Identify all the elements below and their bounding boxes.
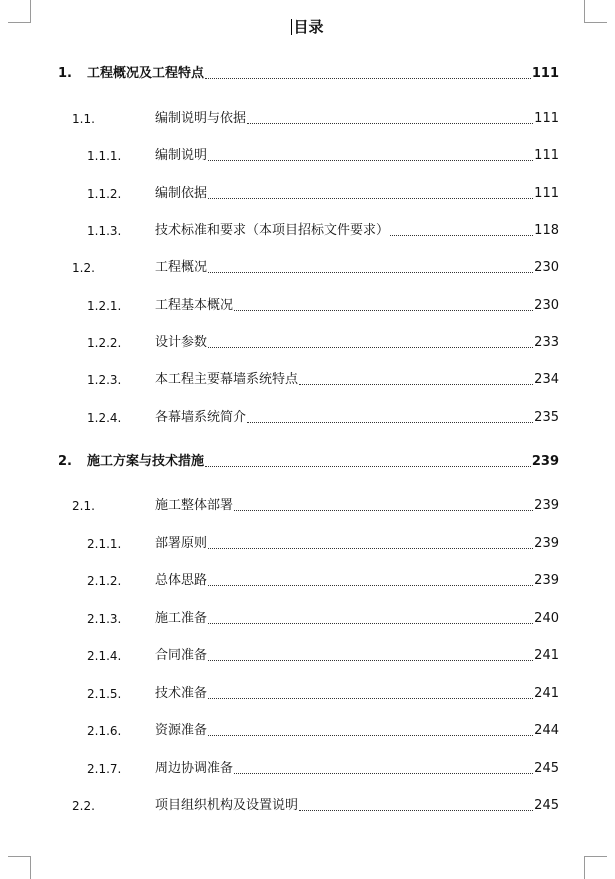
- toc-entry-line: [155, 109, 559, 129]
- toc-entry-line: [155, 370, 559, 390]
- toc-entry-number: 1.2.1.: [87, 299, 122, 313]
- toc-entry-page: 235: [534, 410, 559, 425]
- toc-entry-title: 技术标准和要求（本项目招标文件要求）: [155, 221, 389, 241]
- toc-dot-leader: [247, 422, 533, 423]
- toc-dot-leader: [205, 466, 531, 467]
- toc-entry-number: 1.1.3.: [87, 224, 122, 238]
- toc-title-text: 目录: [293, 18, 324, 36]
- toc-entry[interactable]: [0, 684, 615, 704]
- toc-entry-number: 1.: [58, 66, 72, 81]
- toc-dot-leader: [234, 310, 533, 311]
- toc-entry-line: [155, 759, 559, 779]
- toc-entry[interactable]: [0, 64, 615, 84]
- toc-entry-title: 设计参数: [155, 333, 207, 353]
- toc-entry[interactable]: [0, 370, 615, 390]
- toc-entry-line: [155, 571, 559, 591]
- toc-entry-page: 230: [534, 260, 559, 275]
- page-corner-mark: [584, 856, 607, 879]
- toc-dot-leader: [208, 347, 533, 348]
- toc-entry[interactable]: [0, 496, 615, 516]
- toc-entry-title: 资源准备: [155, 721, 207, 741]
- toc-entry-title: 编制说明: [155, 146, 207, 166]
- toc-dot-leader: [208, 623, 533, 624]
- toc-entry-page: 245: [534, 761, 559, 776]
- toc-dot-leader: [208, 198, 533, 199]
- toc-entry-line: [155, 184, 559, 204]
- toc-entry-title: 合同准备: [155, 646, 207, 666]
- toc-entry-number: 2.1.4.: [87, 649, 122, 663]
- toc-dot-leader: [208, 585, 533, 586]
- toc-entry-line: [155, 534, 559, 554]
- toc-entry-number: 2.1.: [72, 499, 95, 513]
- toc-entry-line: [155, 296, 559, 316]
- toc-entry[interactable]: [0, 184, 615, 204]
- toc-entry[interactable]: [0, 534, 615, 554]
- toc-entry-page: 233: [534, 335, 559, 350]
- toc-entry-title: 施工方案与技术措施: [87, 452, 204, 472]
- toc-entry-number: 2.1.5.: [87, 687, 122, 701]
- toc-entry-page: 111: [534, 186, 559, 201]
- toc-entry-number: 1.2.2.: [87, 336, 122, 350]
- page-corner-mark: [8, 856, 31, 879]
- toc-entry-page: 111: [531, 66, 559, 81]
- toc-entry-line: [155, 684, 559, 704]
- toc-entry-page: 111: [534, 148, 559, 163]
- toc-dot-leader: [208, 660, 533, 661]
- toc-dot-leader: [234, 510, 533, 511]
- toc-entry-title: 本工程主要幕墙系统特点: [155, 370, 298, 390]
- toc-entry-page: 239: [534, 573, 559, 588]
- toc-title[interactable]: [0, 16, 615, 37]
- toc-entry-line: [155, 221, 559, 241]
- toc-entry[interactable]: [0, 408, 615, 428]
- toc-entry-title: 周边协调准备: [155, 759, 233, 779]
- toc-entry-page: 230: [534, 298, 559, 313]
- toc-entry-line: [155, 408, 559, 428]
- toc-entry[interactable]: [0, 333, 615, 353]
- toc-dot-leader: [208, 160, 533, 161]
- toc-entry[interactable]: [0, 109, 615, 129]
- toc-entry[interactable]: [0, 146, 615, 166]
- toc-entry[interactable]: [0, 296, 615, 316]
- toc-entry-number: 2.1.7.: [87, 762, 122, 776]
- toc-entry-page: 244: [534, 723, 559, 738]
- toc-entry[interactable]: [0, 721, 615, 741]
- toc-entry-line: [155, 609, 559, 629]
- toc-entry-number: 1.1.2.: [87, 187, 122, 201]
- toc-entry-title: 各幕墙系统简介: [155, 408, 246, 428]
- toc-entry-title: 编制依据: [155, 184, 207, 204]
- toc-entry-title: 施工准备: [155, 609, 207, 629]
- toc-entry[interactable]: [0, 452, 615, 472]
- toc-entry-title: 工程概况: [155, 258, 207, 278]
- toc-entry-line: [155, 333, 559, 353]
- toc-entry-page: 241: [534, 686, 559, 701]
- toc-entry-line: [155, 796, 559, 816]
- toc-entry-title: 项目组织机构及设置说明: [155, 796, 298, 816]
- toc-dot-leader: [208, 272, 533, 273]
- toc-entry-line: [155, 496, 559, 516]
- toc-entry-line: [155, 146, 559, 166]
- toc-entry-page: 118: [534, 223, 559, 238]
- toc-entry-title: 编制说明与依据: [155, 109, 246, 129]
- toc-entry-number: 2.2.: [72, 799, 95, 813]
- toc-entry-number: 1.2.4.: [87, 411, 122, 425]
- toc-entry-number: 2.1.1.: [87, 537, 122, 551]
- toc-entry-line: [87, 64, 559, 84]
- toc-entry-number: 2.1.3.: [87, 612, 122, 626]
- toc-entry-page: 241: [534, 648, 559, 663]
- toc-entry-title: 施工整体部署: [155, 496, 233, 516]
- toc-dot-leader: [208, 698, 533, 699]
- toc-entry-title: 总体思路: [155, 571, 207, 591]
- toc-entry-page: 111: [534, 111, 559, 126]
- toc-entry[interactable]: [0, 258, 615, 278]
- toc-entry-page: 234: [534, 372, 559, 387]
- toc-entry[interactable]: [0, 759, 615, 779]
- toc-entry-page: 239: [531, 454, 559, 469]
- toc-entry-page: 239: [534, 536, 559, 551]
- toc-entry-line: [155, 721, 559, 741]
- toc-entry-title: 工程概况及工程特点: [87, 64, 204, 84]
- toc-entry[interactable]: [0, 646, 615, 666]
- toc-entry-number: 2.: [58, 454, 72, 469]
- toc-entry[interactable]: [0, 571, 615, 591]
- toc-entry-number: 2.1.6.: [87, 724, 122, 738]
- toc-entry-page: 240: [534, 611, 559, 626]
- toc-dot-leader: [299, 384, 533, 385]
- toc-dot-leader: [205, 78, 531, 79]
- toc-dot-leader: [390, 235, 533, 236]
- toc-entry-title: 部署原则: [155, 534, 207, 554]
- toc-entry[interactable]: [0, 796, 615, 816]
- toc-entry[interactable]: [0, 609, 615, 629]
- toc-dot-leader: [234, 773, 533, 774]
- toc-entry-number: 1.1.1.: [87, 149, 122, 163]
- toc-dot-leader: [247, 123, 533, 124]
- toc-entry-title: 工程基本概况: [155, 296, 233, 316]
- toc-dot-leader: [208, 735, 533, 736]
- toc-dot-leader: [208, 548, 533, 549]
- toc-entry-page: 245: [534, 798, 559, 813]
- toc-entry-number: 2.1.2.: [87, 574, 122, 588]
- toc-dot-leader: [299, 810, 533, 811]
- toc-entry-line: [155, 646, 559, 666]
- toc-entry-page: 239: [534, 498, 559, 513]
- toc-entry-number: 1.1.: [72, 112, 95, 126]
- toc-entry[interactable]: [0, 221, 615, 241]
- toc-entry-title: 技术准备: [155, 684, 207, 704]
- toc-entry-line: [87, 452, 559, 472]
- toc-entry-line: [155, 258, 559, 278]
- toc-entry-number: 1.2.: [72, 261, 95, 275]
- toc-entry-number: 1.2.3.: [87, 373, 122, 387]
